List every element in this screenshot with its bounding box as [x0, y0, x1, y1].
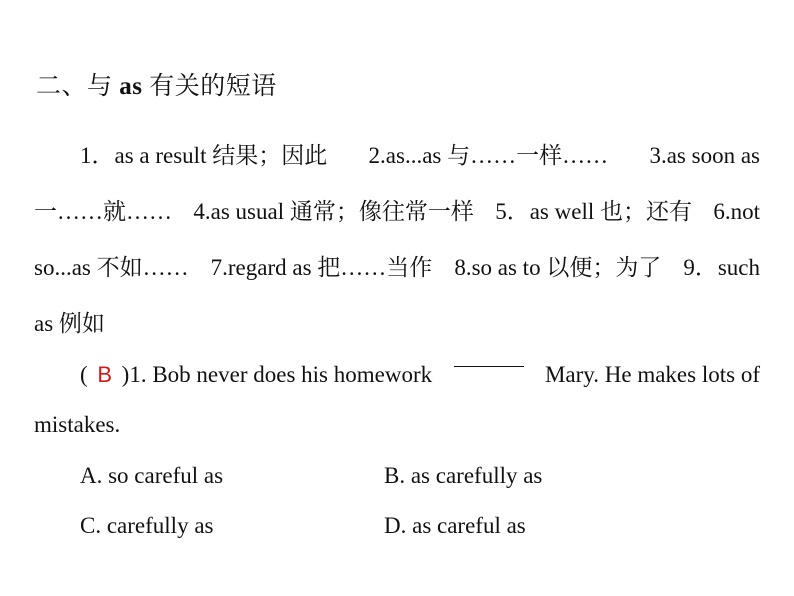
phrase-item: 7.regard as 把……当作: [210, 255, 433, 280]
heading-keyword: as: [119, 73, 143, 100]
phrase-item: 1．as a result 结果；因此: [80, 143, 328, 168]
phrase-list: [34, 128, 760, 352]
phrase-item: 2.as...as 与……一样……: [368, 143, 609, 168]
phrase-item: 一……就……: [34, 199, 172, 224]
option-b: B. as carefully as: [384, 463, 543, 488]
question-stem-part1: )1. Bob never does his homework: [121, 362, 433, 387]
answer-options: [80, 455, 680, 555]
question-stem-part2: Mary. He makes lots of: [544, 362, 760, 387]
option-d: D. as careful as: [384, 513, 526, 538]
phrase-item: 3.as soon as: [649, 143, 760, 168]
phrase-item: 8.so as to 以便；为了: [454, 255, 662, 280]
option-c: C. carefully as: [80, 513, 214, 538]
question-stem-start: [80, 350, 432, 400]
phrase-item: as 例如: [34, 311, 105, 336]
phrase-line-2: [34, 184, 760, 240]
question-1: [34, 350, 760, 450]
phrase-item: 5．as well 也；还有: [495, 199, 692, 224]
question-stem-line-2: [34, 400, 760, 450]
phrase-item: 9．such: [683, 255, 760, 280]
section-heading: [36, 66, 277, 102]
phrase-line-1: [34, 128, 760, 184]
phrase-item: 4.as usual 通常；像往常一样: [193, 199, 474, 224]
option-a: A. so careful as: [80, 463, 224, 488]
heading-prefix: 二、与: [36, 73, 120, 100]
options-row-1: [80, 455, 680, 505]
phrase-item: so...as 不如……: [34, 255, 189, 280]
options-row-2: [80, 505, 680, 555]
question-stem-line-1: [34, 350, 760, 400]
heading-suffix: 有关的短语: [142, 73, 277, 100]
answer-letter: B: [97, 362, 113, 387]
answer-blank: [454, 350, 524, 367]
phrase-item: 6.not: [713, 199, 760, 224]
open-paren: (: [80, 362, 88, 387]
phrase-line-3: [34, 240, 760, 296]
question-stem-end: mistakes.: [34, 412, 121, 437]
phrase-line-4: [34, 296, 760, 352]
